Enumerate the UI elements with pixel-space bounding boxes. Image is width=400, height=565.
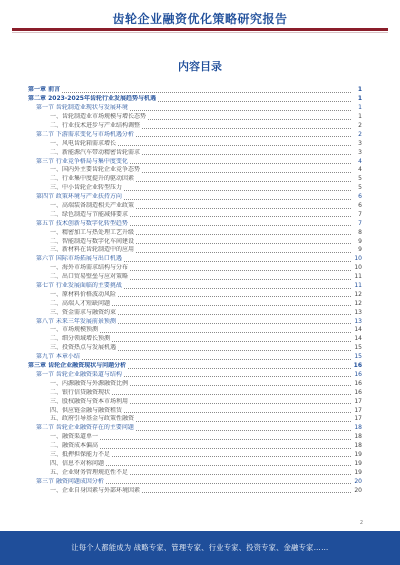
toc-page-number: 4 — [358, 157, 362, 165]
toc-entry-label: 第九节 本章小结 — [36, 353, 80, 361]
toc-page-number: 4 — [358, 166, 362, 174]
toc-dot-leader — [100, 435, 351, 440]
toc-dot-leader — [130, 159, 351, 164]
toc-page-number: 7 — [358, 210, 362, 218]
report-header — [0, 0, 400, 34]
toc-item-row[interactable] — [28, 433, 362, 442]
toc-dot-leader — [118, 319, 351, 324]
toc-entry-label: 二、融资成本偏高 — [50, 442, 99, 450]
toc-page-number: 10 — [354, 255, 362, 263]
toc-page-number: 10 — [354, 264, 362, 272]
toc-page-number: 1 — [357, 86, 362, 94]
page-number: 2 — [359, 520, 363, 526]
toc-dot-leader — [130, 399, 351, 404]
toc-entry-label: 一、海外市场需求结构与分布 — [50, 264, 129, 272]
toc-dot-leader — [62, 88, 351, 93]
toc-section-row[interactable] — [28, 317, 362, 326]
toc-dot-leader — [118, 310, 351, 315]
toc-item-row[interactable] — [28, 299, 362, 308]
toc-page-number: 9 — [358, 246, 362, 254]
toc-page-number: 16 — [353, 362, 362, 370]
toc-dot-leader — [130, 381, 351, 386]
toc-item-row[interactable] — [28, 442, 362, 451]
toc-entry-label: 五、政府引导基金与政策性融资 — [50, 415, 135, 423]
toc-dot-leader — [124, 408, 351, 413]
toc-entry-label: 第三章 齿轮企业融资现状与问题分析 — [28, 362, 127, 370]
toc-entry-label: 三、投资热点与发展机遇 — [50, 344, 117, 352]
toc-item-row[interactable] — [28, 459, 362, 468]
toc-page-number: 19 — [354, 450, 362, 458]
toc-dot-leader — [82, 355, 351, 360]
toc-entry-label: 第一节 齿轮企业融资渠道与结构 — [36, 370, 122, 378]
toc-item-row[interactable] — [28, 486, 362, 495]
toc-chapter-row[interactable] — [28, 362, 362, 371]
toc-entry-label: 第二章 2023-2025年齿轮行业发展趋势与机遇 — [28, 95, 156, 103]
toc-entry-label: 四、信息不对称问题 — [50, 459, 105, 467]
toc-entry-label: 一、国内外主要齿轮企业竞争态势 — [50, 166, 141, 174]
toc-entry-label: 三、资金需求与融资约束 — [50, 308, 117, 316]
toc-dot-leader — [130, 221, 351, 226]
toc-dot-leader — [106, 461, 351, 466]
toc-dot-leader — [130, 106, 351, 111]
toc-dot-leader — [128, 364, 351, 369]
toc-item-row[interactable] — [28, 184, 362, 193]
toc-entry-label: 第七节 行业发展面临的主要挑战 — [36, 282, 122, 290]
toc-page-number: 16 — [354, 370, 362, 378]
toc-dot-leader — [100, 328, 351, 333]
toc-page-number: 12 — [354, 290, 362, 298]
toc-entry-label: 一、融资渠道单一 — [50, 433, 99, 441]
toc-chapter-row[interactable] — [28, 95, 362, 104]
toc-item-row[interactable] — [28, 451, 362, 460]
toc-entry-label: 第六节 国际市场拓展与出口机遇 — [36, 255, 122, 263]
toc-entry-label: 一、内源融资与外源融资比例 — [50, 379, 129, 387]
toc-page-number: 15 — [354, 353, 362, 361]
toc-entry-label: 四、供应链金融与融资租赁 — [50, 406, 123, 414]
toc-dot-leader — [136, 204, 351, 209]
toc-entry-label: 第三节 融资问题成因分析 — [36, 477, 104, 485]
toc-entry-label: 二、出口贸易壁垒与应对策略 — [50, 273, 129, 281]
toc-item-row[interactable] — [28, 148, 362, 157]
toc-page-number: 1 — [358, 113, 362, 121]
toc-dot-leader — [158, 97, 351, 102]
toc-entry-label: 二、新能源汽车带动精密齿轮需求 — [50, 148, 141, 156]
toc-dot-leader — [136, 132, 351, 137]
toc-page-number: 17 — [354, 415, 362, 423]
toc-page-number: 2 — [358, 122, 362, 129]
toc-item-row[interactable] — [28, 406, 362, 415]
toc-section-row[interactable] — [28, 353, 362, 362]
toc-entry-label: 一、齿轮制造业市场规模与增长态势 — [50, 113, 147, 121]
toc-page-number: 14 — [354, 326, 362, 334]
table-of-contents — [28, 86, 362, 495]
toc-dot-leader — [136, 230, 351, 235]
toc-dot-leader — [112, 390, 351, 395]
toc-item-row[interactable] — [28, 397, 362, 406]
toc-page-number: 11 — [354, 273, 362, 281]
toc-entry-label: 二、细分领域增长预测 — [50, 335, 111, 343]
toc-dot-leader — [136, 248, 351, 253]
toc-dot-leader — [112, 452, 351, 457]
toc-entry-label: 第三节 行业竞争格局与集中度变化 — [36, 157, 128, 165]
toc-dot-leader — [136, 239, 351, 244]
toc-page-number: 3 — [358, 139, 362, 147]
toc-dot-leader — [136, 417, 351, 422]
toc-entry-label: 五、企业财务管理规范性不足 — [50, 468, 129, 476]
toc-page-number: 13 — [354, 308, 362, 316]
toc-dot-leader — [130, 470, 351, 475]
toc-item-row[interactable] — [28, 344, 362, 353]
toc-section-row[interactable] — [28, 219, 362, 228]
toc-item-row[interactable] — [28, 264, 362, 273]
toc-entry-label: 三、中小齿轮企业转型压力 — [50, 184, 123, 192]
toc-item-row[interactable] — [28, 175, 362, 184]
toc-page-number: 20 — [354, 486, 362, 494]
toc-dot-leader — [130, 275, 351, 280]
toc-dot-leader — [124, 372, 351, 377]
toc-item-row[interactable] — [28, 122, 362, 131]
toc-entry-label: 第五节 技术创新与数字化转型趋势 — [36, 219, 128, 227]
toc-dot-leader — [118, 346, 351, 351]
toc-page-number: 2 — [358, 130, 362, 138]
toc-dot-leader — [142, 168, 351, 173]
toc-page-number: 6 — [358, 202, 362, 210]
toc-entry-label: 第二节 齿轮企业融资存在的主要问题 — [36, 424, 134, 432]
toc-dot-leader — [112, 301, 351, 306]
toc-item-row[interactable] — [28, 335, 362, 344]
report-title: 齿轮企业融资优化策略研究报告 — [112, 12, 288, 26]
toc-chapter-row[interactable] — [28, 86, 362, 95]
toc-item-row[interactable] — [28, 246, 362, 255]
toc-dot-leader — [106, 479, 351, 484]
header-divider — [12, 28, 388, 31]
toc-page-number: 7 — [358, 219, 362, 227]
toc-page-number: 8 — [358, 228, 362, 236]
toc-entry-label: 第八节 未来三年发展前景预测 — [36, 317, 116, 325]
toc-page-number: 17 — [354, 406, 362, 414]
toc-page-number: 16 — [354, 379, 362, 387]
toc-item-row[interactable] — [28, 113, 362, 122]
toc-entry-label: 一、市场规模预测 — [50, 326, 99, 334]
toc-entry-label: 一、风电齿轮箱需求增长 — [50, 139, 117, 147]
toc-dot-leader — [124, 186, 351, 191]
toc-entry-label: 第一节 齿轮制造业现状与发展环境 — [36, 104, 128, 112]
toc-entry-label: 第二节 下游需求变化与市场机遇分析 — [36, 130, 134, 138]
toc-dot-leader — [118, 141, 351, 146]
toc-item-row[interactable] — [28, 202, 362, 211]
toc-entry-label: 二、行业集中度提升的驱动因素 — [50, 175, 135, 183]
toc-dot-leader — [148, 115, 351, 120]
toc-entry-label: 三、股权融资与资本市场利用 — [50, 397, 129, 405]
toc-entry-label: 二、绿色制造与节能减排要求 — [50, 210, 129, 218]
toc-page-number: 18 — [354, 424, 362, 432]
toc-dot-leader — [130, 212, 351, 217]
toc-entry-label: 一、高端装备制造相关产业政策 — [50, 202, 135, 210]
toc-item-row[interactable] — [28, 388, 362, 397]
toc-page-number: 5 — [358, 184, 362, 192]
toc-item-row[interactable] — [28, 290, 362, 299]
toc-item-row[interactable] — [28, 273, 362, 282]
toc-entry-label: 二、高端人才短缺问题 — [50, 299, 111, 307]
toc-dot-leader — [112, 337, 351, 342]
footer-banner — [0, 531, 400, 565]
toc-page-number: 11 — [354, 282, 362, 290]
toc-section-row[interactable] — [28, 282, 362, 291]
toc-item-row[interactable] — [28, 308, 362, 317]
toc-dot-leader — [100, 444, 351, 449]
toc-page-number: 19 — [354, 468, 362, 476]
toc-dot-leader — [124, 257, 351, 262]
toc-page-number: 18 — [354, 442, 362, 450]
toc-item-row[interactable] — [28, 379, 362, 388]
toc-page-number: 9 — [358, 237, 362, 245]
toc-entry-label: 三、新材料在齿轮制造中的应用 — [50, 246, 135, 254]
toc-dot-leader — [142, 124, 351, 129]
header-divider-thin — [12, 32, 388, 33]
toc-entry-label: 一、原材料价格波动风险 — [50, 290, 117, 298]
toc-item-row[interactable] — [28, 415, 362, 424]
toc-section-row[interactable] — [28, 255, 362, 264]
toc-page-number: 3 — [358, 148, 362, 156]
toc-page-number: 1 — [357, 95, 362, 103]
toc-heading: 内容目录 — [178, 60, 222, 73]
toc-page-number: 6 — [358, 193, 362, 201]
toc-item-row[interactable] — [28, 237, 362, 246]
toc-dot-leader — [142, 488, 351, 493]
toc-section-row[interactable] — [28, 130, 362, 139]
toc-dot-leader — [124, 195, 351, 200]
footer-slogan: 让每个人都能成为 战略专家、管理专家、行业专家、投资专家、金融专家…… — [71, 543, 329, 552]
toc-entry-label: 三、抵押担保能力不足 — [50, 450, 111, 458]
toc-page-number: 1 — [358, 104, 362, 112]
toc-section-row[interactable] — [28, 104, 362, 113]
toc-dot-leader — [136, 177, 351, 182]
toc-dot-leader — [142, 150, 351, 155]
toc-page-number: 18 — [354, 433, 362, 441]
toc-entry-label: 第一章 前言 — [28, 86, 61, 94]
toc-dot-leader — [124, 284, 351, 289]
toc-entry-label: 二、银行信贷融资现状 — [50, 388, 111, 396]
toc-item-row[interactable] — [28, 210, 362, 219]
toc-entry-label: 一、精密加工与热处理工艺升级 — [50, 228, 135, 236]
toc-section-row[interactable] — [28, 193, 362, 202]
toc-page-number: 12 — [354, 299, 362, 307]
toc-dot-leader — [118, 292, 351, 297]
toc-page-number: 14 — [354, 335, 362, 343]
toc-section-row[interactable] — [28, 371, 362, 380]
toc-section-row[interactable] — [28, 424, 362, 433]
toc-page-number: 5 — [358, 175, 362, 183]
toc-dot-leader — [136, 426, 351, 431]
toc-entry-label: 二、智能制造与数字化车间建设 — [50, 237, 135, 245]
toc-section-row[interactable] — [28, 157, 362, 166]
toc-page-number: 16 — [354, 388, 362, 396]
toc-item-row[interactable] — [28, 228, 362, 237]
toc-dot-leader — [130, 266, 351, 271]
toc-page-number: 15 — [354, 344, 362, 352]
toc-page-number: 13 — [354, 317, 362, 325]
toc-page-number: 19 — [354, 459, 362, 467]
toc-section-row[interactable] — [28, 477, 362, 486]
toc-item-row[interactable] — [28, 468, 362, 477]
toc-item-row[interactable] — [28, 139, 362, 148]
toc-page-number: 17 — [354, 397, 362, 405]
toc-entry-label: 第四节 政策环境与产业扶持方向 — [36, 193, 122, 201]
toc-item-row[interactable] — [28, 166, 362, 175]
toc-item-row[interactable] — [28, 326, 362, 335]
toc-entry-label: 二、行业技术进步与产业结构调整 — [50, 122, 141, 129]
toc-entry-label: 一、企业自身因素与外部环境因素 — [50, 486, 141, 494]
toc-page-number: 20 — [354, 477, 362, 485]
